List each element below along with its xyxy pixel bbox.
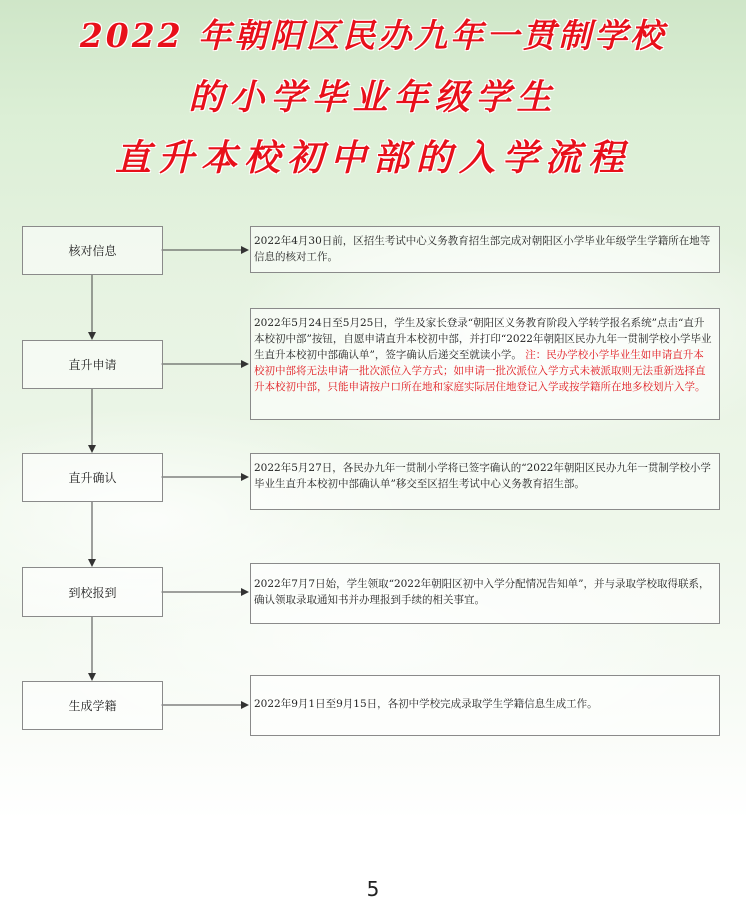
step-box-report <box>22 567 163 617</box>
step-box-apply <box>22 340 163 389</box>
step-label: 核对信息 <box>68 244 117 258</box>
step-label: 到校报到 <box>68 585 117 600</box>
step-box-confirm <box>22 453 163 502</box>
desc-box-apply <box>250 308 720 420</box>
step-description: 2022年9月1日至9月15日，各初中学校完成录取学生学籍信息生成工作。 <box>254 698 598 710</box>
step-description: 2022年5月27日，各民办九年一贯制小学将已签字确认的“2022年朝阳区民办九年一贯制学校小学毕业生直升本校初中部确认单”移交至区招生考试中心义务教育招生部。 <box>254 462 711 490</box>
step-description: 2022年4月30日前，区招生考试中心义务教育招生部完成对朝阳区小学毕业年级学生学籍所在地等信息的核对工作。 <box>254 235 711 263</box>
step-label: 直升确认 <box>68 471 117 485</box>
step-box-enroll <box>22 681 163 730</box>
title-line-1: 2022 年朝阳区民办九年一贯制学校 <box>79 16 667 55</box>
desc-box-enroll <box>250 675 720 736</box>
step-note: 注：民办学校小学毕业生如申请直升本校初中部将无法申请一批次派位入学方式；如申请一批次派位入学方式未被派取则无法重新选择直升本校初中部，只能申请按户口所在地和家庭实际居住地登记入学或按学籍所在地多校划片入学。 <box>254 349 706 393</box>
page-number: 5 <box>366 877 380 901</box>
step-box-verify <box>22 226 163 275</box>
title-line-2: 的小学毕业年级学生 <box>188 77 558 118</box>
step-label: 直升申请 <box>68 358 117 372</box>
step-description: 2022年7月7日始，学生领取“2022年朝阳区初中入学分配情况告知单”，并与录取学校取得联系，确认领取录取通知书并办理报到手续的相关事宜。 <box>254 578 710 606</box>
desc-box-verify <box>250 226 720 273</box>
desc-box-report <box>250 563 720 624</box>
title-line-3: 直升本校初中部的入学流程 <box>114 137 631 179</box>
step-description: 2022年5月24日至5月25日，学生及家长登录“朝阳区义务教育阶段入学转学报名系统”点击“直升本校初中部”按钮，自愿申请直升本校初中部，并打印“2022年朝阳区民办九年一贯制学校小学毕业生直升本校初中部确认单”，签字确认后递交至就读小学。 <box>254 317 712 361</box>
step-label: 生成学籍 <box>68 699 117 713</box>
desc-box-confirm <box>250 453 720 510</box>
